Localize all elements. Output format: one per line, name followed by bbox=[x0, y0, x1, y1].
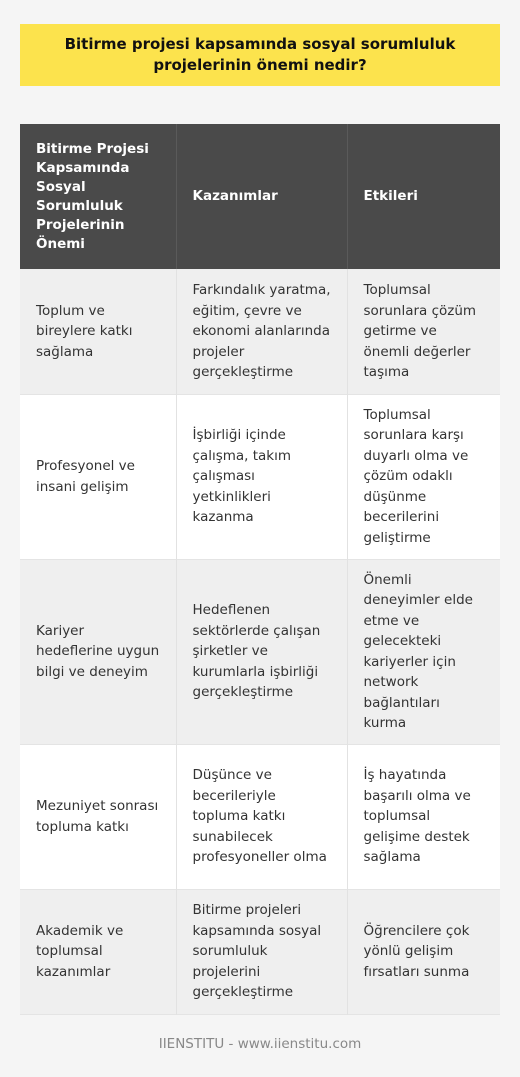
table-cell: Önemli deneyimler elde etme ve gelecekteki kariyerler için network bağlantıları kurma bbox=[347, 559, 500, 744]
page-title: Bitirme projesi kapsamında sosyal sorumluluk projelerinin önemi nedir? bbox=[64, 35, 456, 74]
table-cell: İşbirliği içinde çalışma, takım çalışması yetkinlikleri kazanma bbox=[176, 394, 347, 559]
title-banner bbox=[20, 24, 500, 86]
table-cell: Öğrencilere çok yönlü gelişim fırsatları sunma bbox=[347, 889, 500, 1014]
table-cell: Düşünce ve becerileriyle topluma katkı sunabilecek profesyoneller olma bbox=[176, 744, 347, 889]
table-cell: Kariyer hedeflerine uygun bilgi ve deneyim bbox=[20, 559, 176, 744]
table-cell: Toplumsal sorunlara çözüm getirme ve önemli değerler taşıma bbox=[347, 269, 500, 394]
table-cell: Akademik ve toplumsal kazanımlar bbox=[20, 889, 176, 1014]
footer-attribution: IIENSTITU - www.iienstitu.com bbox=[158, 1036, 362, 1052]
table-row bbox=[20, 559, 500, 744]
table-cell: Farkındalık yaratma, eğitim, çevre ve ekonomi alanlarında projeler gerçekleştirme bbox=[176, 269, 347, 394]
table-cell: Toplumsal sorunlara karşı duyarlı olma ve çözüm odaklı düşünme becerilerini geliştirme bbox=[347, 394, 500, 559]
table-row bbox=[20, 394, 500, 559]
table-header-row bbox=[20, 124, 500, 269]
table-cell: İş hayatında başarılı olma ve toplumsal gelişime destek sağlama bbox=[347, 744, 500, 889]
table-cell: Hedeflenen sektörlerde çalışan şirketler ve kurumlarla işbirliği gerçekleştirme bbox=[176, 559, 347, 744]
column-header-importance: Bitirme Projesi Kapsamında Sosyal Sorumluluk Projelerinin Önemi bbox=[20, 124, 176, 269]
table-cell: Mezuniyet sonrası topluma katkı bbox=[20, 744, 176, 889]
column-header-gains: Kazanımlar bbox=[176, 124, 347, 269]
table-row bbox=[20, 269, 500, 394]
importance-table bbox=[20, 124, 500, 1015]
table-cell: Toplum ve bireylere katkı sağlama bbox=[20, 269, 176, 394]
table-cell: Bitirme projeleri kapsamında sosyal sorumluluk projelerini gerçekleştirme bbox=[176, 889, 347, 1014]
table-row bbox=[20, 744, 500, 889]
table-cell: Profesyonel ve insani gelişim bbox=[20, 394, 176, 559]
table-row bbox=[20, 889, 500, 1014]
column-header-effects: Etkileri bbox=[347, 124, 500, 269]
